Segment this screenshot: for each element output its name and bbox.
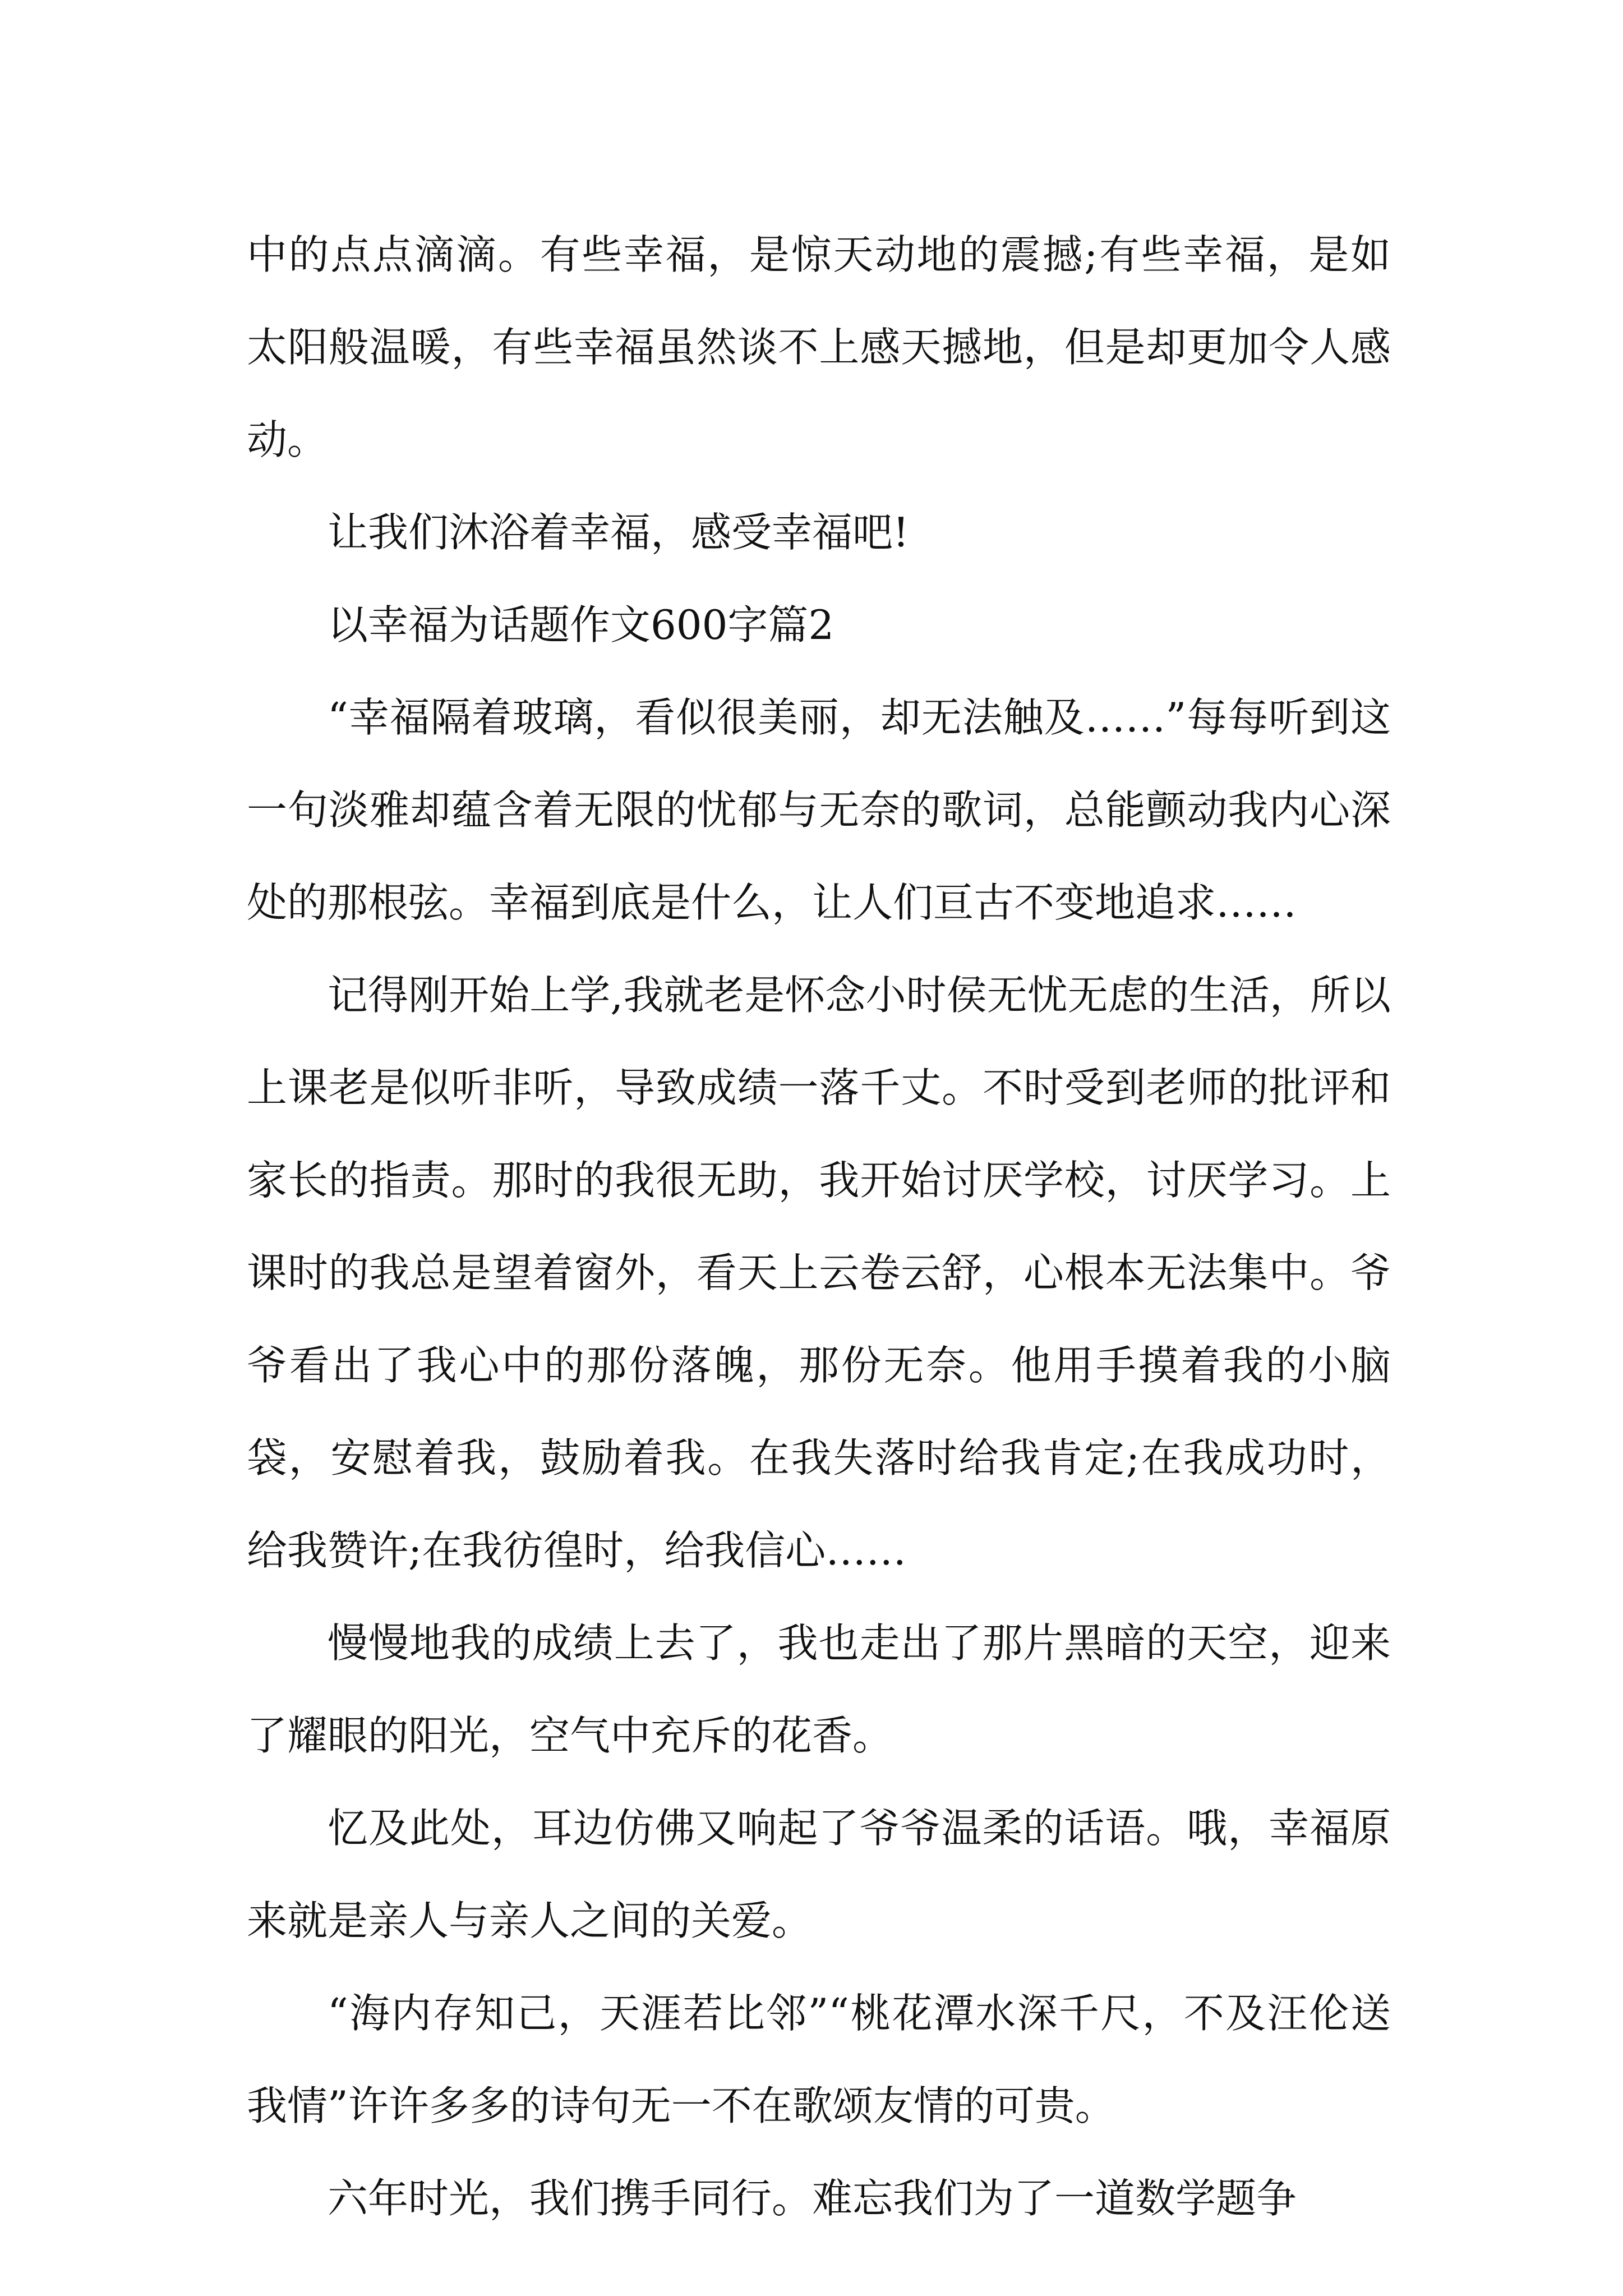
paragraph: 慢慢地我的成绩上去了，我也走出了那片黑暗的天空，迎来了耀眼的阳光，空气中充斥的花香。 (247, 1619, 1391, 1759)
paragraph: 中的点点滴滴。有些幸福，是惊天动地的震撼;有些幸福，是如太阳般温暖，有些幸福虽然谈不上感天撼地，但是却更加令人感动。 (247, 231, 1391, 463)
paragraph: “幸福隔着玻璃，看似很美丽，却无法触及……”每每听到这一句淡雅却蕴含着无限的忧郁与无奈的歌词，总能颤动我内心深处的那根弦。幸福到底是什么，让人们亘古不变地追求…… (247, 694, 1391, 926)
paragraph: 六年时光，我们携手同行。难忘我们为了一道数学题争 (328, 2175, 1297, 2222)
paragraph: 记得刚开始上学,我就老是怀念小时侯无忧无虑的生活，所以上课老是似听非听，导致成绩一落千丈。不时受到老师的批评和家长的指责。那时的我很无助，我开始讨厌学校，讨厌学习。上课时的我总是望着窗外，看天上云卷云舒，心根本无法集中。爷爷看出了我心中的那份落魄，那份无奈。他用手摸着我的小脑袋，安慰着我，鼓励着我。在我失落时给我肯定;在我成功时，给我赞许;在我彷徨时，给我信心…… (247, 972, 1391, 1574)
paragraph: “海内存知己，天涯若比邻”“桃花潭水深千尺，不及汪伦送我情”许许多多的诗句无一不在歌颂友情的可贵。 (247, 1990, 1391, 2129)
paragraph: 忆及此处，耳边仿佛又响起了爷爷温柔的话语。哦，幸福原来就是亲人与亲人之间的关爱。 (247, 1805, 1391, 1944)
essay-body (247, 209, 1391, 2245)
essay-heading: 以幸福为话题作文600字篇2 (328, 601, 834, 648)
paragraph: 让我们沐浴着幸福，感受幸福吧! (328, 509, 909, 556)
